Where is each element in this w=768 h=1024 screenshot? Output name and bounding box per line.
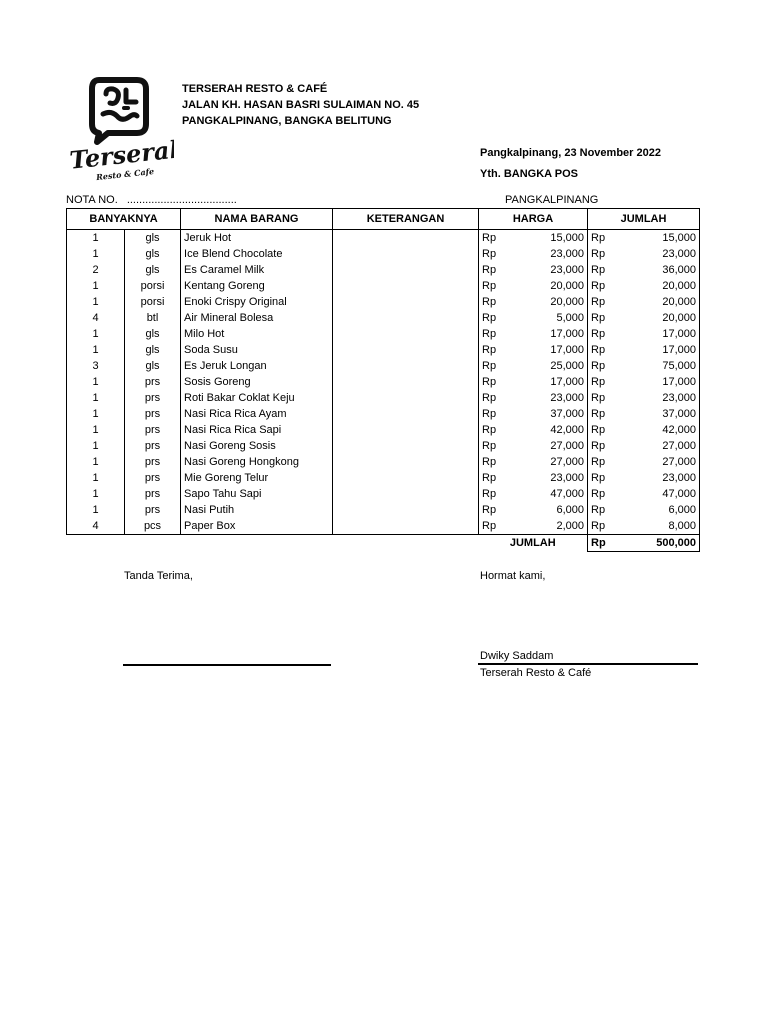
item-name: Soda Susu xyxy=(181,342,333,358)
item-unit: gls xyxy=(125,262,181,278)
item-total: 23,000 xyxy=(614,246,700,262)
item-qty: 1 xyxy=(67,390,125,406)
item-name: Nasi Putih xyxy=(181,502,333,518)
item-unit: prs xyxy=(125,438,181,454)
item-total-currency: Rp xyxy=(588,262,614,278)
total-label: JUMLAH xyxy=(509,536,556,549)
item-unit: gls xyxy=(125,230,181,247)
table-row xyxy=(67,486,700,502)
item-unit: gls xyxy=(125,342,181,358)
item-price-currency: Rp xyxy=(479,422,505,438)
item-unit: gls xyxy=(125,358,181,374)
item-total-currency: Rp xyxy=(588,470,614,486)
item-name: Enoki Crispy Original xyxy=(181,294,333,310)
item-qty: 1 xyxy=(67,342,125,358)
company-logo xyxy=(66,72,174,184)
item-keterangan xyxy=(333,470,479,486)
receiver-label: Tanda Terima, xyxy=(124,570,193,582)
item-total: 23,000 xyxy=(614,470,700,486)
item-unit: porsi xyxy=(125,294,181,310)
item-price-currency: Rp xyxy=(479,470,505,486)
item-total-currency: Rp xyxy=(588,406,614,422)
sender-label: Hormat kami, xyxy=(480,570,546,582)
item-qty: 1 xyxy=(67,486,125,502)
item-name: Nasi Goreng Hongkong xyxy=(181,454,333,470)
item-price: 23,000 xyxy=(505,390,588,406)
item-total-currency: Rp xyxy=(588,230,614,247)
item-keterangan xyxy=(333,230,479,247)
item-qty: 1 xyxy=(67,502,125,518)
item-total-currency: Rp xyxy=(588,438,614,454)
svg-text:Terserah!: Terserah! xyxy=(68,132,174,175)
table-row xyxy=(67,390,700,406)
item-price: 27,000 xyxy=(505,438,588,454)
item-unit: prs xyxy=(125,390,181,406)
item-total-currency: Rp xyxy=(588,278,614,294)
item-total: 20,000 xyxy=(614,310,700,326)
item-name: Ice Blend Chocolate xyxy=(181,246,333,262)
item-total-currency: Rp xyxy=(588,310,614,326)
item-total: 23,000 xyxy=(614,390,700,406)
item-total: 27,000 xyxy=(614,438,700,454)
item-total-currency: Rp xyxy=(588,454,614,470)
item-total: 37,000 xyxy=(614,406,700,422)
item-name: Jeruk Hot xyxy=(181,230,333,247)
item-name: Paper Box xyxy=(181,518,333,535)
item-price-currency: Rp xyxy=(479,374,505,390)
item-total-currency: Rp xyxy=(588,502,614,518)
table-row xyxy=(67,342,700,358)
item-unit: prs xyxy=(125,502,181,518)
item-keterangan xyxy=(333,262,479,278)
item-name: Nasi Rica Rica Ayam xyxy=(181,406,333,422)
item-keterangan xyxy=(333,278,479,294)
item-price: 37,000 xyxy=(505,406,588,422)
item-price: 27,000 xyxy=(505,454,588,470)
item-total: 8,000 xyxy=(614,518,700,535)
item-name: Kentang Goreng xyxy=(181,278,333,294)
item-total-currency: Rp xyxy=(588,518,614,535)
item-total: 27,000 xyxy=(614,454,700,470)
item-name: Sosis Goreng xyxy=(181,374,333,390)
table-row xyxy=(67,262,700,278)
item-total-currency: Rp xyxy=(588,486,614,502)
item-price-currency: Rp xyxy=(479,502,505,518)
item-name: Es Caramel Milk xyxy=(181,262,333,278)
company-address-line1: JALAN KH. HASAN BASRI SULAIMAN NO. 45 xyxy=(182,99,420,111)
item-total: 36,000 xyxy=(614,262,700,278)
item-name: Mie Goreng Telur xyxy=(181,470,333,486)
item-price-currency: Rp xyxy=(479,262,505,278)
item-price-currency: Rp xyxy=(479,294,505,310)
item-name: Es Jeruk Longan xyxy=(181,358,333,374)
item-name: Roti Bakar Coklat Keju xyxy=(181,390,333,406)
item-unit: prs xyxy=(125,374,181,390)
item-price: 2,000 xyxy=(505,518,588,535)
item-qty: 1 xyxy=(67,294,125,310)
item-price-currency: Rp xyxy=(479,342,505,358)
item-qty: 1 xyxy=(67,374,125,390)
item-keterangan xyxy=(333,294,479,310)
total-row xyxy=(67,535,700,552)
item-price: 25,000 xyxy=(505,358,588,374)
table-row xyxy=(67,358,700,374)
item-total: 17,000 xyxy=(614,374,700,390)
table-header-row xyxy=(67,209,700,230)
svg-text:Resto & Cafe: Resto & Cafe xyxy=(95,166,155,183)
item-qty: 4 xyxy=(67,518,125,535)
item-price: 15,000 xyxy=(505,230,588,247)
company-address-line2: PANGKALPINANG, BANGKA BELITUNG xyxy=(182,115,392,127)
item-unit: pcs xyxy=(125,518,181,535)
header-keterangan: KETERANGAN xyxy=(333,209,479,230)
total-currency: Rp xyxy=(588,535,614,552)
item-unit: prs xyxy=(125,406,181,422)
item-total-currency: Rp xyxy=(588,422,614,438)
item-price: 17,000 xyxy=(505,342,588,358)
item-total: 20,000 xyxy=(614,294,700,310)
nota-label: NOTA NO. xyxy=(66,194,118,206)
item-price: 23,000 xyxy=(505,470,588,486)
item-price: 20,000 xyxy=(505,294,588,310)
item-total-currency: Rp xyxy=(588,358,614,374)
item-unit: gls xyxy=(125,246,181,262)
item-keterangan xyxy=(333,246,479,262)
item-price: 20,000 xyxy=(505,278,588,294)
grand-total: 500,000 xyxy=(614,535,700,552)
item-qty: 1 xyxy=(67,470,125,486)
table-row xyxy=(67,502,700,518)
signer-company: Terserah Resto & Café xyxy=(480,667,592,679)
table-row xyxy=(67,422,700,438)
item-price-currency: Rp xyxy=(479,230,505,247)
item-total: 6,000 xyxy=(614,502,700,518)
item-keterangan xyxy=(333,454,479,470)
table-row xyxy=(67,310,700,326)
item-total: 47,000 xyxy=(614,486,700,502)
table-row xyxy=(67,470,700,486)
item-name: Nasi Rica Rica Sapi xyxy=(181,422,333,438)
item-total-currency: Rp xyxy=(588,342,614,358)
item-keterangan xyxy=(333,486,479,502)
item-unit: btl xyxy=(125,310,181,326)
item-total-currency: Rp xyxy=(588,390,614,406)
item-keterangan xyxy=(333,342,479,358)
item-total: 15,000 xyxy=(614,230,700,247)
item-keterangan xyxy=(333,358,479,374)
item-price: 23,000 xyxy=(505,262,588,278)
item-price: 6,000 xyxy=(505,502,588,518)
table-row xyxy=(67,438,700,454)
item-price: 17,000 xyxy=(505,326,588,342)
item-total: 20,000 xyxy=(614,278,700,294)
table-row xyxy=(67,406,700,422)
table-row xyxy=(67,454,700,470)
table-row xyxy=(67,294,700,310)
item-price-currency: Rp xyxy=(479,454,505,470)
item-unit: prs xyxy=(125,454,181,470)
item-price-currency: Rp xyxy=(479,278,505,294)
item-total-currency: Rp xyxy=(588,246,614,262)
item-unit: prs xyxy=(125,470,181,486)
item-unit: porsi xyxy=(125,278,181,294)
recipient: Yth. BANGKA POS xyxy=(480,168,578,180)
item-keterangan xyxy=(333,518,479,535)
item-keterangan xyxy=(333,502,479,518)
item-keterangan xyxy=(333,310,479,326)
item-qty: 1 xyxy=(67,326,125,342)
item-name: Milo Hot xyxy=(181,326,333,342)
item-total: 42,000 xyxy=(614,422,700,438)
item-price-currency: Rp xyxy=(479,326,505,342)
item-price-currency: Rp xyxy=(479,246,505,262)
item-unit: prs xyxy=(125,486,181,502)
item-price-currency: Rp xyxy=(479,518,505,535)
item-total-currency: Rp xyxy=(588,326,614,342)
header-jumlah: JUMLAH xyxy=(588,209,700,230)
item-total: 75,000 xyxy=(614,358,700,374)
item-price-currency: Rp xyxy=(479,486,505,502)
header-nama-barang: NAMA BARANG xyxy=(181,209,333,230)
nota-dots: .................................... xyxy=(126,194,237,206)
sender-signature-line xyxy=(478,663,698,665)
item-qty: 3 xyxy=(67,358,125,374)
receiver-signature-line xyxy=(123,664,331,666)
item-price-currency: Rp xyxy=(479,438,505,454)
table-row xyxy=(67,278,700,294)
item-qty: 1 xyxy=(67,246,125,262)
item-qty: 1 xyxy=(67,454,125,470)
nota-number xyxy=(66,193,237,207)
item-price: 47,000 xyxy=(505,486,588,502)
item-name: Sapo Tahu Sapi xyxy=(181,486,333,502)
item-keterangan xyxy=(333,422,479,438)
item-qty: 4 xyxy=(67,310,125,326)
table-row xyxy=(67,518,700,535)
table-row xyxy=(67,374,700,390)
item-qty: 2 xyxy=(67,262,125,278)
item-total-currency: Rp xyxy=(588,294,614,310)
item-keterangan xyxy=(333,390,479,406)
city-label: PANGKALPINANG xyxy=(505,194,599,206)
item-qty: 1 xyxy=(67,278,125,294)
item-unit: gls xyxy=(125,326,181,342)
place-date: Pangkalpinang, 23 November 2022 xyxy=(480,147,661,159)
item-price-currency: Rp xyxy=(479,406,505,422)
item-price: 23,000 xyxy=(505,246,588,262)
item-price: 5,000 xyxy=(505,310,588,326)
item-price: 17,000 xyxy=(505,374,588,390)
table-row xyxy=(67,230,700,247)
item-keterangan xyxy=(333,326,479,342)
header-banyaknya: BANYAKNYA xyxy=(67,209,181,230)
item-price: 42,000 xyxy=(505,422,588,438)
face-logo-icon xyxy=(66,72,174,184)
items-table xyxy=(66,208,700,552)
item-qty: 1 xyxy=(67,406,125,422)
item-qty: 1 xyxy=(67,230,125,247)
item-price-currency: Rp xyxy=(479,358,505,374)
item-total: 17,000 xyxy=(614,342,700,358)
table-row xyxy=(67,326,700,342)
item-total: 17,000 xyxy=(614,326,700,342)
item-name: Air Mineral Bolesa xyxy=(181,310,333,326)
item-price-currency: Rp xyxy=(479,310,505,326)
item-qty: 1 xyxy=(67,422,125,438)
signer-name: Dwiky Saddam xyxy=(480,650,554,662)
item-qty: 1 xyxy=(67,438,125,454)
item-price-currency: Rp xyxy=(479,390,505,406)
item-keterangan xyxy=(333,374,479,390)
item-keterangan xyxy=(333,438,479,454)
item-unit: prs xyxy=(125,422,181,438)
item-keterangan xyxy=(333,406,479,422)
company-name: TERSERAH RESTO & CAFÉ xyxy=(182,83,328,95)
item-name: Nasi Goreng Sosis xyxy=(181,438,333,454)
table-row xyxy=(67,246,700,262)
item-total-currency: Rp xyxy=(588,374,614,390)
header-harga: HARGA xyxy=(479,209,588,230)
